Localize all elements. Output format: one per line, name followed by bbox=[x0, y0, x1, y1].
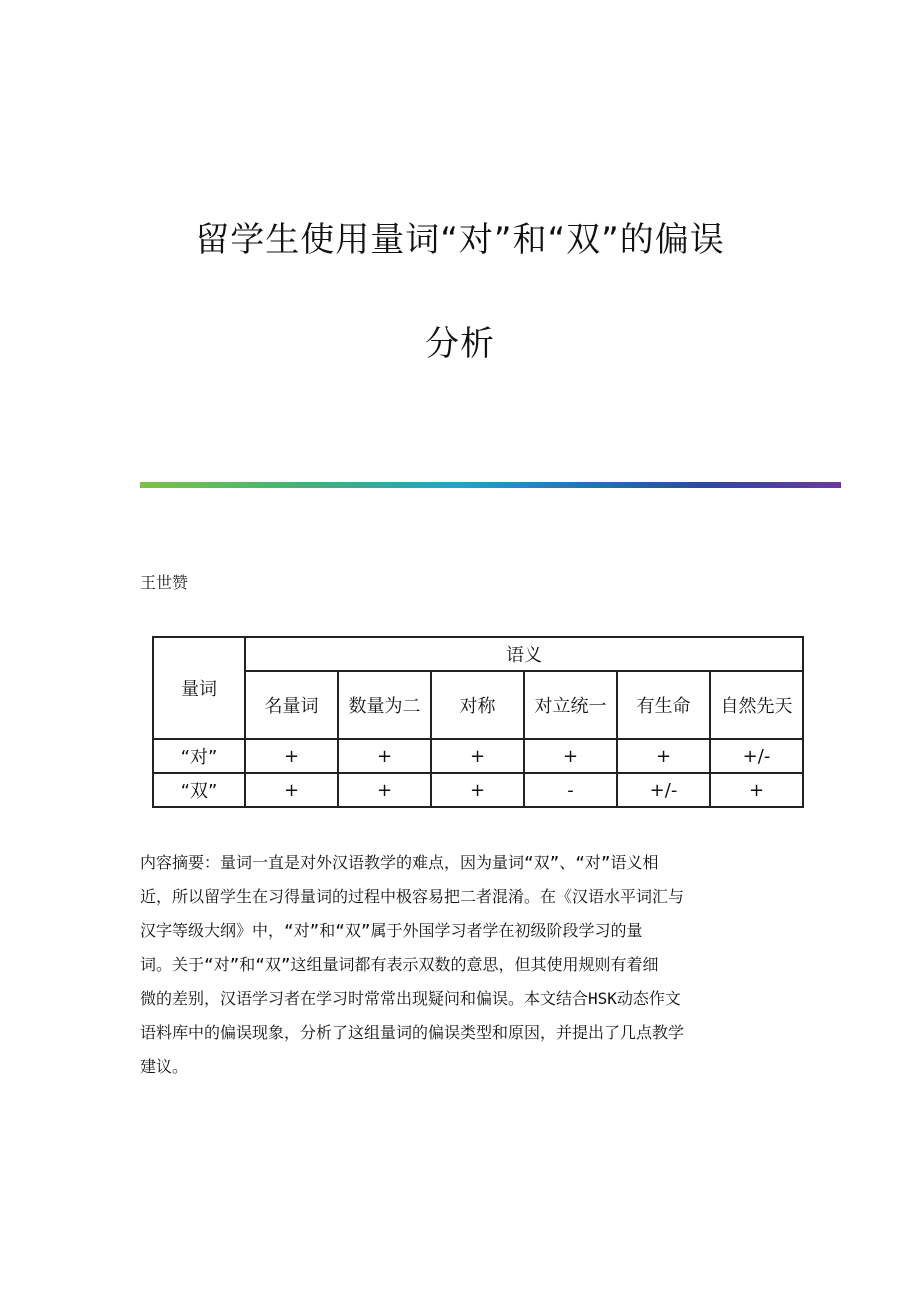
table-cell: + bbox=[524, 739, 617, 773]
table-corner-header: 量词 bbox=[153, 637, 245, 739]
table-cell: + bbox=[431, 773, 524, 807]
column-header: 对立统一 bbox=[524, 671, 617, 739]
table-cell: + bbox=[245, 739, 338, 773]
column-header: 有生命 bbox=[617, 671, 710, 739]
column-header: 数量为二 bbox=[338, 671, 431, 739]
table-cell: + bbox=[617, 739, 710, 773]
table-cell: + bbox=[431, 739, 524, 773]
author-name: 王世赞 bbox=[140, 573, 189, 592]
abstract-line: 词。关于“对”和“双”这组量词都有表示双数的意思，但其使用规则有着细 bbox=[140, 955, 659, 974]
table-cell: + bbox=[338, 739, 431, 773]
abstract-line: 微的差别，汉语学习者在学习时常常出现疑问和偏误。本文结合HSK动态作文 bbox=[140, 989, 681, 1008]
table-row bbox=[153, 739, 803, 773]
table-cell: - bbox=[524, 773, 617, 807]
abstract-line: 语料库中的偏误现象，分析了这组量词的偏误类型和原因，并提出了几点教学 bbox=[140, 1023, 685, 1042]
gradient-divider bbox=[140, 482, 841, 488]
column-header: 名量词 bbox=[245, 671, 338, 739]
semantic-comparison-table bbox=[152, 636, 804, 807]
table-cell: +/- bbox=[617, 773, 710, 807]
abstract-paragraph bbox=[140, 846, 780, 1084]
table-cell: + bbox=[338, 773, 431, 807]
table-group-header: 语义 bbox=[245, 637, 803, 671]
row-label: “双” bbox=[153, 773, 245, 807]
table-row bbox=[153, 773, 803, 807]
column-header: 自然先天 bbox=[710, 671, 803, 739]
abstract-line: 近，所以留学生在习得量词的过程中极容易把二者混淆。在《汉语水平词汇与 bbox=[140, 887, 685, 906]
row-label: “对” bbox=[153, 739, 245, 773]
table-cell: + bbox=[710, 773, 803, 807]
table-cell: + bbox=[245, 773, 338, 807]
abstract-line: 汉字等级大纲》中，“对”和“双”属于外国学习者学在初级阶段学习的量 bbox=[140, 921, 643, 940]
doc-title-line-1: 留学生使用量词“对”和“双”的偏误 bbox=[195, 220, 725, 260]
abstract-line: 建议。 bbox=[140, 1057, 189, 1076]
doc-title-line-2: 分析 bbox=[425, 324, 495, 364]
abstract-line: 内容摘要：量词一直是对外汉语教学的难点，因为量词“双”、“对”语义相 bbox=[140, 853, 659, 872]
column-header: 对称 bbox=[431, 671, 524, 739]
table-cell: +/- bbox=[710, 739, 803, 773]
